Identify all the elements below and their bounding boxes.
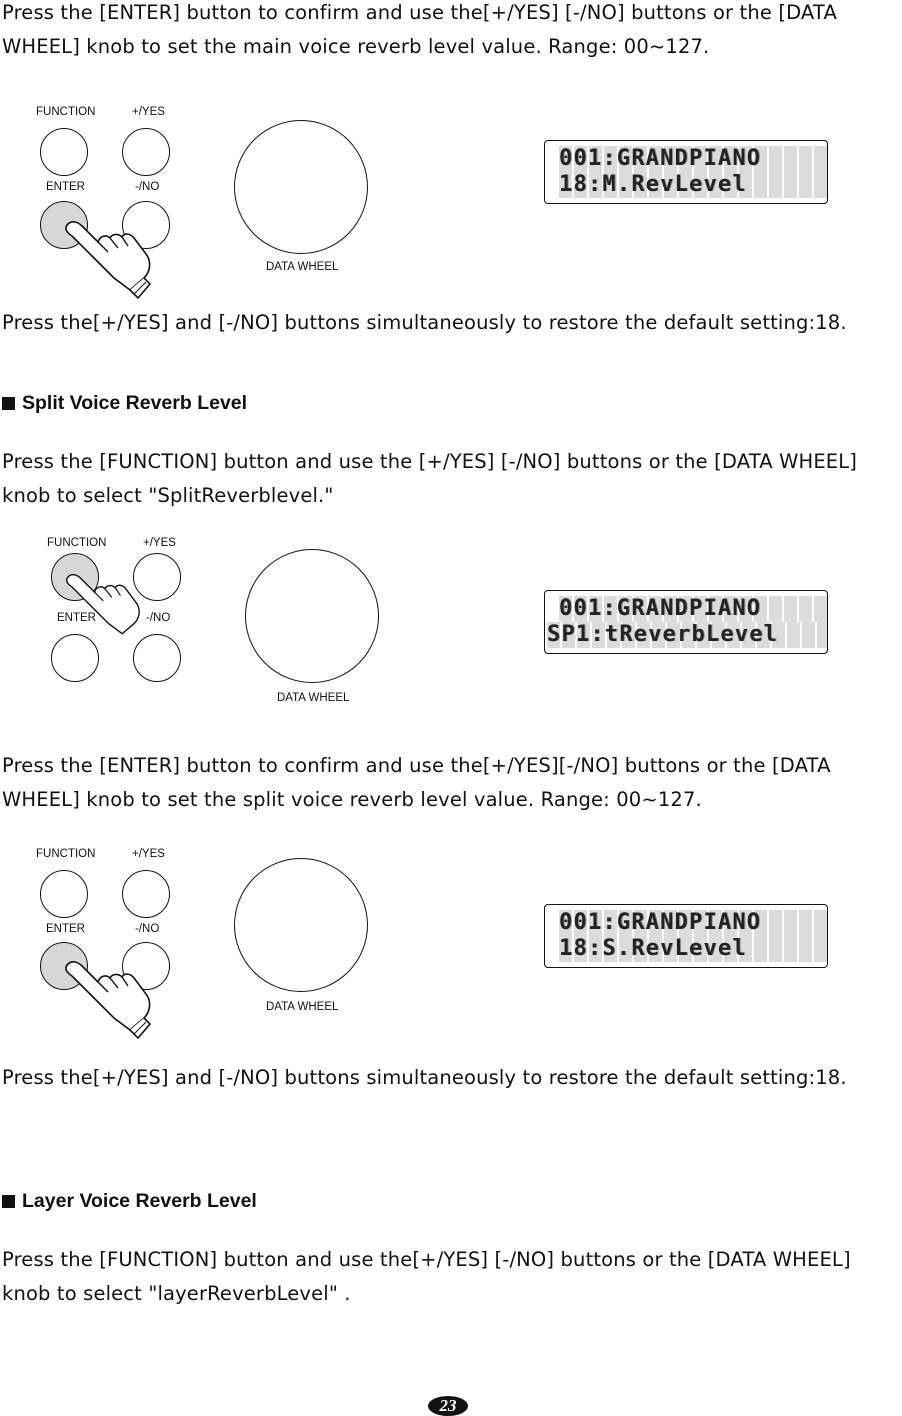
hand-pointer-icon [64,218,154,308]
page-number: 23 [428,1396,468,1416]
bullet-square-icon [2,1195,15,1208]
text-line: knob to select "layerReverbLevel" . [2,1282,351,1305]
yes-label: +/YES [132,848,165,860]
data-wheel-label: DATA WHEEL [266,261,339,273]
text-line: Press the [ENTER] button to confirm and use the[+/YES] [-/NO] buttons or the [DATA [2,1,837,24]
enter-button[interactable] [51,634,99,682]
no-label: -/NO [135,923,160,935]
lcd-display [544,590,828,654]
no-label: -/NO [146,612,171,624]
instruction-main-reverb-set [2,0,902,64]
yes-label: +/YES [132,106,165,118]
instruction-split-reverb-set [2,749,902,817]
data-wheel[interactable] [234,120,368,254]
bullet-square-icon [2,397,15,410]
control-panel-diagram [34,846,394,1036]
no-label: -/NO [135,181,160,193]
data-wheel-label: DATA WHEEL [277,692,350,704]
text-line: Press the[+/YES] and [-/NO] buttons simultaneously to restore the default setting:18. [2,311,847,334]
lcd-line-1: 001:GRANDPIANO [559,910,827,936]
function-button[interactable] [40,870,88,918]
data-wheel-label: DATA WHEEL [266,1001,339,1013]
section-heading-layer [2,1188,257,1214]
yes-button[interactable] [122,870,170,918]
lcd-display [544,140,828,204]
hand-pointer-icon [64,958,154,1048]
data-wheel[interactable] [234,858,368,992]
data-wheel[interactable] [245,549,379,683]
function-label: FUNCTION [36,106,96,118]
lcd-line-2: SP1:tReverbLevel [547,622,827,648]
section-heading-split [2,390,247,416]
text-line: Press the [FUNCTION] button and use the [+/YES] [-/NO] buttons or the [DATA WHEEL] [2,450,858,473]
lcd-line-2: 18:S.RevLevel [559,936,827,962]
instruction-select-split-reverb [2,445,902,513]
yes-button[interactable] [122,128,170,176]
function-button[interactable] [40,128,88,176]
control-panel-diagram [45,535,405,725]
function-label: FUNCTION [36,848,96,860]
text-line: WHEEL] knob to set the main voice reverb level value. Range: 00~127. [2,35,710,58]
instruction-restore-default [2,306,902,340]
lcd-display [544,904,828,968]
text-line: Press the [FUNCTION] button and use the[+/YES] [-/NO] buttons or the [DATA WHEEL] [2,1248,851,1271]
yes-label: +/YES [143,537,176,549]
instruction-select-layer-reverb [2,1243,902,1311]
text-line: Press the [ENTER] button to confirm and use the[+/YES][-/NO] buttons or the [DATA [2,754,831,777]
no-button[interactable] [133,634,181,682]
section-title: Split Voice Reverb Level [22,392,248,414]
control-panel-diagram [34,104,394,294]
lcd-line-1: 001:GRANDPIANO [559,146,827,172]
hand-pointer-icon [65,571,143,641]
enter-label: ENTER [57,612,96,624]
text-line: knob to select "SplitReverblevel." [2,484,334,507]
enter-label: ENTER [46,181,85,193]
enter-label: ENTER [46,923,85,935]
lcd-line-1: 001:GRANDPIANO [559,596,827,622]
text-line: WHEEL] knob to set the split voice reverb level value. Range: 00~127. [2,788,702,811]
function-label: FUNCTION [47,537,107,549]
instruction-restore-default [2,1061,902,1095]
lcd-line-2: 18:M.RevLevel [559,172,827,198]
section-title: Layer Voice Reverb Level [22,1190,257,1212]
text-line: Press the[+/YES] and [-/NO] buttons simultaneously to restore the default setting:18. [2,1066,847,1089]
